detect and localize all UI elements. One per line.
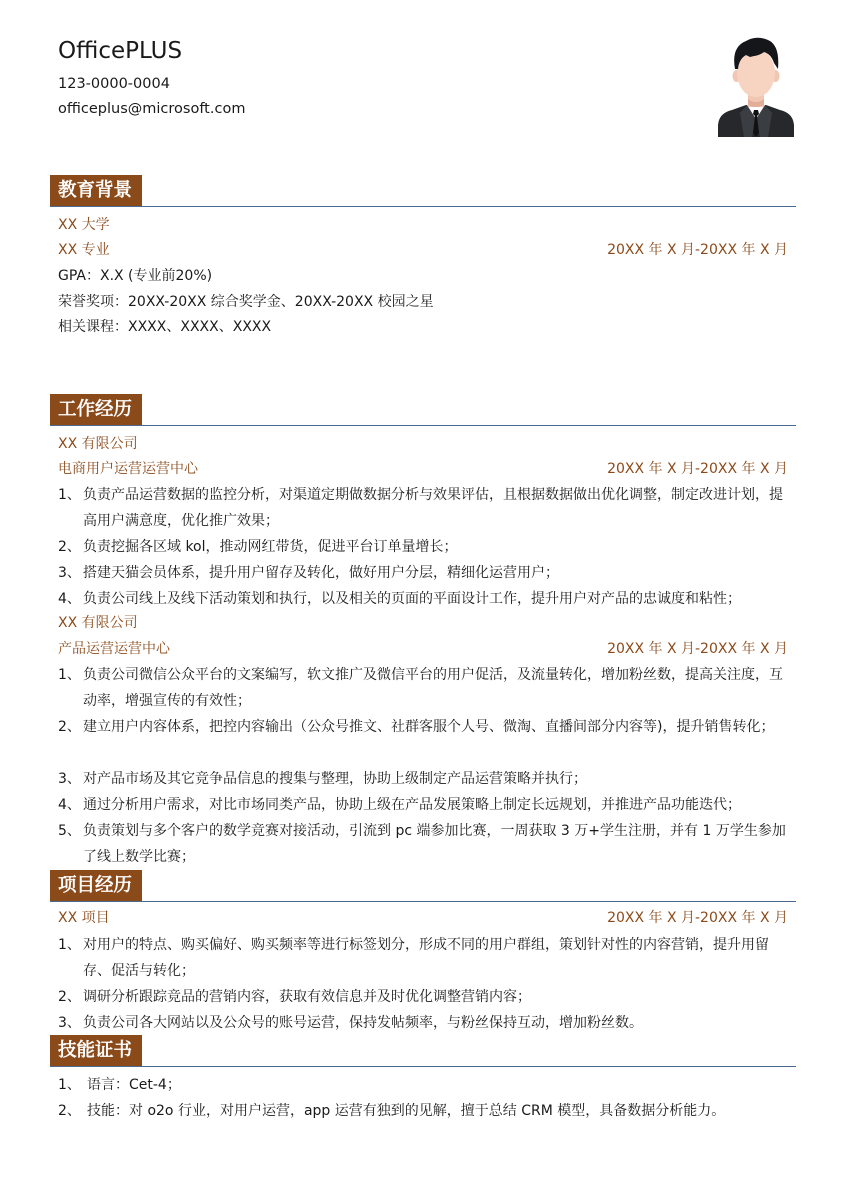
major-name: XX 专业	[58, 242, 110, 258]
job-duty-item	[58, 662, 794, 714]
item-number: 1、	[58, 487, 81, 503]
section-divider	[50, 206, 796, 207]
item-number: 2、	[58, 1103, 81, 1119]
item-text: 通过分析用户需求，对比市场同类产品，协助上级在产品发展策略上制定长远规划，并推进产品功能迭代；	[83, 797, 741, 813]
gpa-text: GPA：X.X (专业前20%)	[58, 268, 213, 284]
item-text: 对用户的特点、购买偏好、购买频率等进行标签划分，形成不同的用户群组，策划针对性的内容营销，提升用留存、促活与转化；	[83, 937, 769, 979]
skill-item	[58, 1072, 794, 1098]
school-name: XX 大学	[58, 217, 110, 233]
item-text: 搭建天猫会员体系，提升用户留存及转化，做好用户分层，精细化运营用户；	[83, 565, 559, 581]
item-number: 1、	[58, 667, 81, 683]
item-number: 4、	[58, 591, 81, 607]
item-number: 4、	[58, 797, 81, 813]
item-number: 1、	[58, 937, 81, 953]
courses-text: 相关课程：XXXX、XXXX、XXXX	[58, 319, 272, 335]
education-section-title: 教育背景	[50, 175, 142, 207]
job-role-row	[58, 638, 788, 660]
item-number: 2、	[58, 989, 81, 1005]
project-date: 20XX 年 X 月-20XX 年 X 月	[607, 910, 788, 926]
education-date: 20XX 年 X 月-20XX 年 X 月	[607, 242, 788, 258]
item-text: 负责公司微信公众平台的文案编写，软文推广及微信平台的用户促活，及流量转化，增加粉丝数，提高关注度，互动率，增强宣传的有效性；	[83, 667, 783, 709]
item-number: 3、	[58, 771, 81, 787]
item-number: 2、	[58, 719, 81, 735]
project-item	[58, 1010, 794, 1036]
item-text: 负责公司线上及线下活动策划和执行，以及相关的页面的平面设计工作，提升用户对产品的忠诚度和粘性；	[83, 591, 741, 607]
candidate-name: OfficePLUS	[58, 38, 183, 64]
job-role-row	[58, 458, 788, 480]
item-text: 技能：对 o2o 行业，对用户运营，app 运营有独到的见解，擅于总结 CRM 模型，具备数据分析能力。	[87, 1103, 726, 1119]
person-avatar-icon	[716, 33, 796, 137]
job-duty-item	[58, 714, 794, 740]
job-duty-item	[58, 792, 794, 818]
item-text: 语言：Cet-4；	[87, 1077, 181, 1093]
item-text: 负责公司各大网站以及公众号的账号运营，保持发帖频率，与粉丝保持互动，增加粉丝数。	[83, 1015, 643, 1031]
job-duty-item	[58, 534, 794, 560]
job-date: 20XX 年 X 月-20XX 年 X 月	[607, 641, 788, 657]
email-address: officeplus@microsoft.com	[58, 101, 246, 117]
item-number: 1、	[58, 1077, 81, 1093]
skill-item	[58, 1098, 794, 1124]
job-duty-item	[58, 560, 794, 586]
project-row	[58, 907, 788, 929]
job-duty-item	[58, 818, 794, 870]
project-item	[58, 932, 794, 984]
job-company: XX 有限公司	[58, 615, 138, 631]
item-text: 负责挖掘各区域 kol，推动网红带货，促进平台订单量增长；	[83, 539, 458, 555]
item-text: 建立用户内容体系，把控内容输出（公众号推文、社群客服个人号、微淘、直播间部分内容等)，提升销售转化；	[83, 719, 775, 735]
honors-text: 荣誉奖项：20XX-20XX 综合奖学金、20XX-20XX 校园之星	[58, 294, 434, 310]
skills-section-title: 技能证书	[50, 1035, 142, 1067]
item-number: 2、	[58, 539, 81, 555]
job-company: XX 有限公司	[58, 436, 138, 452]
section-divider	[50, 901, 796, 902]
job-duty-item	[58, 482, 794, 534]
job-date: 20XX 年 X 月-20XX 年 X 月	[607, 461, 788, 477]
item-text: 调研分析跟踪竞品的营销内容，获取有效信息并及时优化调整营销内容；	[83, 989, 531, 1005]
job-duty-item	[58, 766, 794, 792]
item-text: 负责策划与多个客户的数学竞赛对接活动，引流到 pc 端参加比赛，一周获取 3 万+学生注册，并有 1 万学生参加了线上数学比赛；	[83, 823, 786, 865]
item-number: 5、	[58, 823, 81, 839]
job-role: 产品运营运营中心	[58, 641, 170, 657]
project-section-title: 项目经历	[50, 870, 142, 902]
job-role: 电商用户运营运营中心	[58, 461, 198, 477]
item-text: 对产品市场及其它竞争品信息的搜集与整理，协助上级制定产品运营策略并执行；	[83, 771, 587, 787]
work-section-title: 工作经历	[50, 394, 142, 426]
project-name: XX 项目	[58, 910, 110, 926]
item-number: 3、	[58, 565, 81, 581]
item-text: 负责产品运营数据的监控分析，对渠道定期做数据分析与效果评估，且根据数据做出优化调整，制定改进计划，提高用户满意度，优化推广效果；	[83, 487, 783, 529]
project-item	[58, 984, 794, 1010]
education-major-row	[58, 239, 788, 261]
item-number: 3、	[58, 1015, 81, 1031]
phone-number: 123-0000-0004	[58, 76, 170, 92]
job-duty-item	[58, 586, 794, 612]
section-divider	[50, 425, 796, 426]
section-divider	[50, 1066, 796, 1067]
